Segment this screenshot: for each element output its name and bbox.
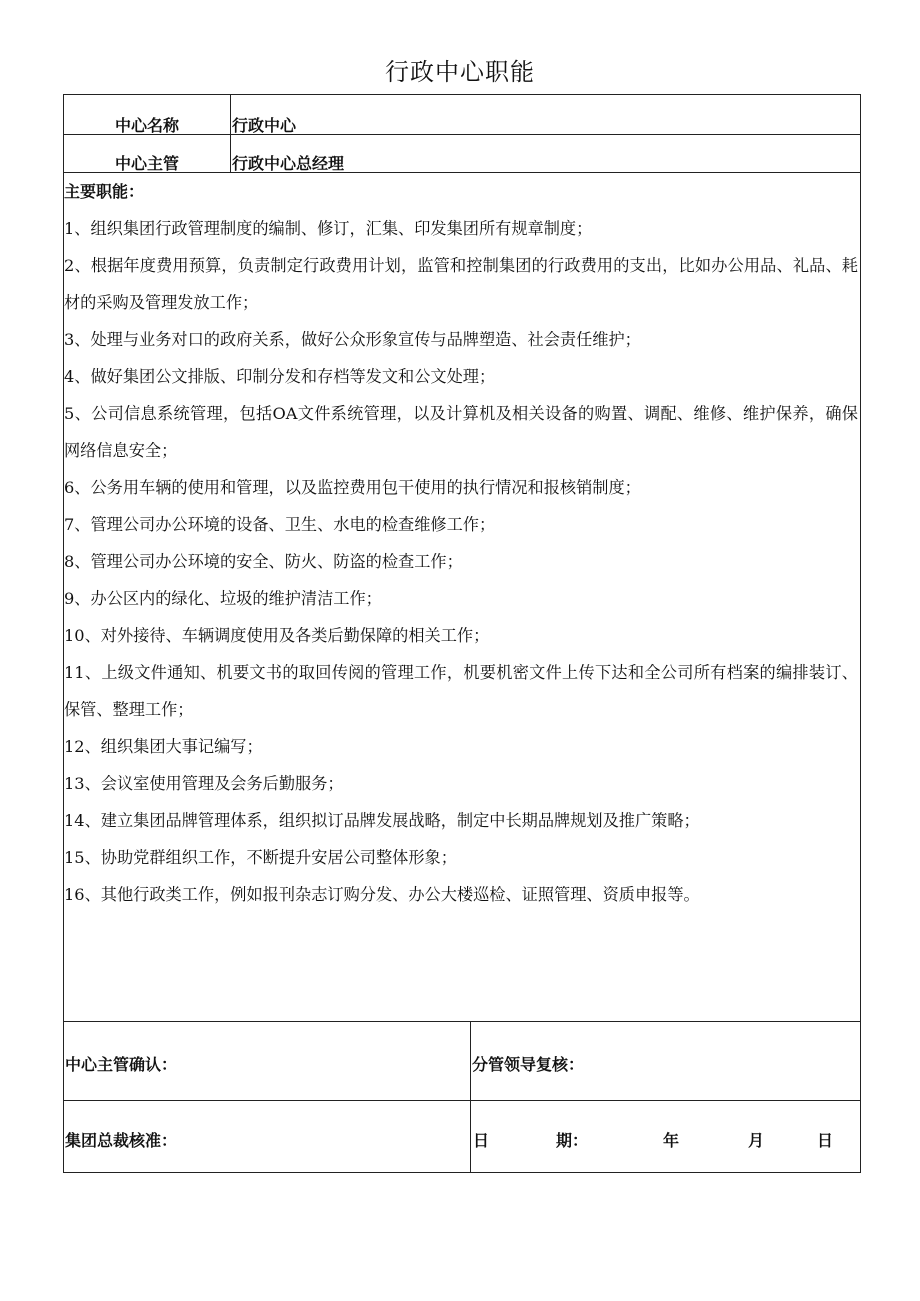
duty-item: 13、会议室使用管理及会务后勤服务； bbox=[64, 774, 344, 793]
date-year: 年 bbox=[663, 1131, 680, 1150]
date-month: 月 bbox=[748, 1131, 765, 1150]
duty-item: 15、协助党群组织工作，不断提升安居公司整体形象； bbox=[64, 848, 457, 867]
ceo-approve-label: 集团总裁核准： bbox=[65, 1131, 178, 1150]
center-head-label: 中心主管 bbox=[114, 154, 179, 173]
page-title: 行政中心职能 bbox=[385, 58, 535, 86]
duty-item: 1、组织集团行政管理制度的编制、修订，汇集、印发集团所有规章制度； bbox=[64, 219, 593, 238]
center-name-value: 行政中心 bbox=[232, 116, 297, 135]
duty-item: 14、建立集团品牌管理体系，组织拟订品牌发展战略，制定中长期品牌规划及推广策略； bbox=[64, 811, 700, 830]
duty-item: 12、组织集团大事记编写； bbox=[64, 737, 263, 756]
row-divider bbox=[63, 1100, 861, 1101]
duty-item: 9、办公区内的绿化、垃圾的维护清洁工作； bbox=[64, 589, 382, 608]
duty-item: 6、公务用车辆的使用和管理，以及监控费用包干使用的执行情况和报核销制度； bbox=[64, 478, 641, 497]
duties-section bbox=[64, 173, 858, 913]
leader-review-label: 分管领导复核： bbox=[472, 1055, 585, 1074]
date-day-char: 日 bbox=[473, 1131, 490, 1150]
duty-item: 8、管理公司办公环境的安全、防火、防盗的检查工作； bbox=[64, 552, 463, 571]
duties-heading: 主要职能： bbox=[64, 182, 145, 201]
center-name-label: 中心名称 bbox=[114, 116, 179, 135]
center-head-value: 行政中心总经理 bbox=[232, 154, 345, 173]
column-divider bbox=[230, 94, 231, 173]
duty-item: 11、上级文件通知、机要文书的取回传阅的管理工作，机要机密文件上传下达和全公司所有档案的编排装订、保管、整理工作； bbox=[64, 663, 858, 719]
duty-item: 10、对外接待、车辆调度使用及各类后勤保障的相关工作； bbox=[64, 626, 490, 645]
duty-item: 16、其他行政类工作，例如报刊杂志订购分发、办公大楼巡检、证照管理、资质申报等。 bbox=[64, 885, 700, 904]
head-confirm-label: 中心主管确认： bbox=[65, 1055, 178, 1074]
duty-item: 5、公司信息系统管理，包括OA文件系统管理，以及计算机及相关设备的购置、调配、维修、维护保养，确保网络信息安全； bbox=[64, 404, 858, 460]
column-divider bbox=[470, 1021, 471, 1173]
date-day: 日 bbox=[817, 1131, 834, 1150]
duty-item: 2、根据年度费用预算，负责制定行政费用计划，监管和控制集团的行政费用的支出，比如办公用品、礼品、耗材的采购及管理发放工作； bbox=[64, 256, 858, 312]
duty-item: 4、做好集团公文排版、印制分发和存档等发文和公文处理； bbox=[64, 367, 496, 386]
duty-item: 7、管理公司办公环境的设备、卫生、水电的检查维修工作； bbox=[64, 515, 496, 534]
duty-item: 3、处理与业务对口的政府关系，做好公众形象宣传与品牌塑造、社会责任维护； bbox=[64, 330, 641, 349]
date-label: 期： bbox=[556, 1131, 589, 1150]
row-divider bbox=[63, 1021, 861, 1022]
